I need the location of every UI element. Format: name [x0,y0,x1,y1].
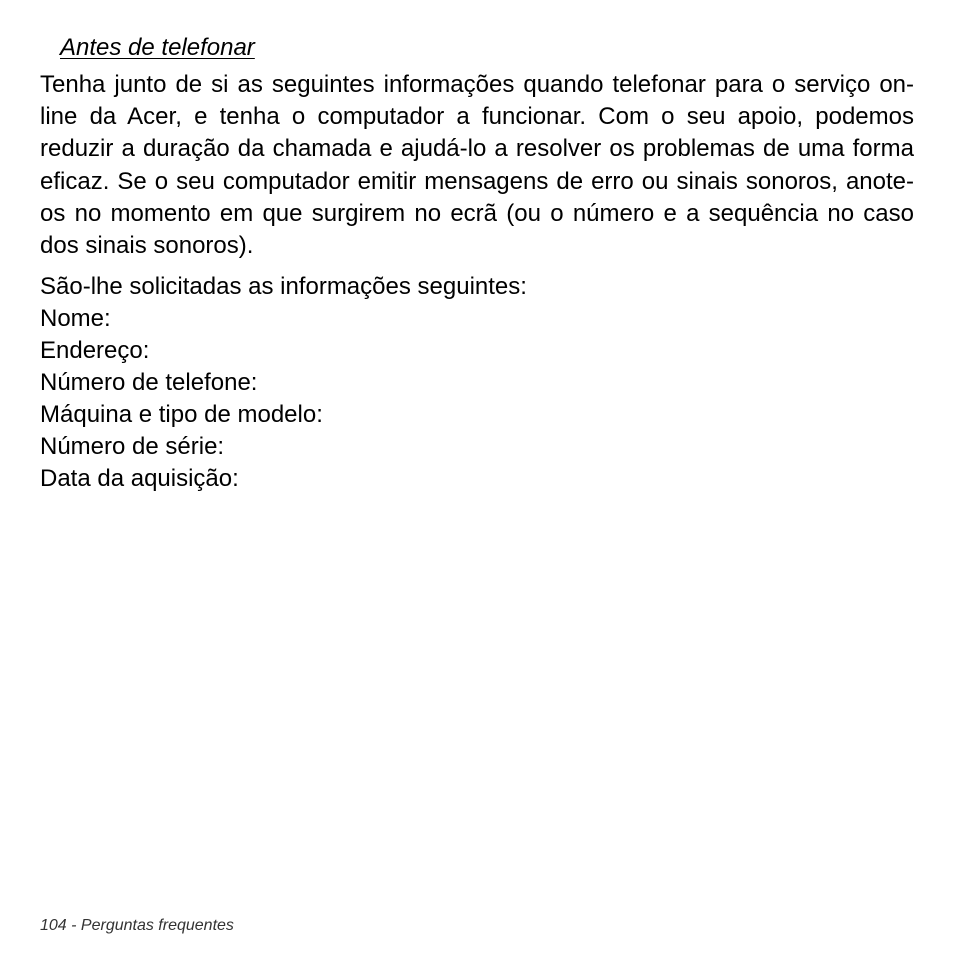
information-prompt: São-lhe solicitadas as informações seguintes: [40,273,527,300]
intro-paragraph: Tenha junto de si as seguintes informações quando telefonar para o serviço on-line da Acer, e tenha o computador a funcionar. Com o seu apoio, podemos reduzir a duração da chamada e ajudá-lo a resolver os problemas de uma forma eficaz. Se o seu computador emitir mensagens de erro ou sinais sonoros, anote-os no momento em que surgirem no ecrã (ou o número e a sequência no caso dos sinais sonoros). [40,71,914,260]
field-purchase-date: Data da aquisição: [40,465,239,492]
page-footer: 104 - Perguntas frequentes [40,917,234,934]
field-name: Nome: [40,305,111,332]
field-serial-number: Número de série: [40,433,225,460]
information-field-list [40,303,323,495]
field-machine-model: Máquina e tipo de modelo: [40,401,323,428]
field-phone-number: Número de telefone: [40,369,258,396]
section-heading: Antes de telefonar [60,34,255,61]
field-address: Endereço: [40,337,150,364]
